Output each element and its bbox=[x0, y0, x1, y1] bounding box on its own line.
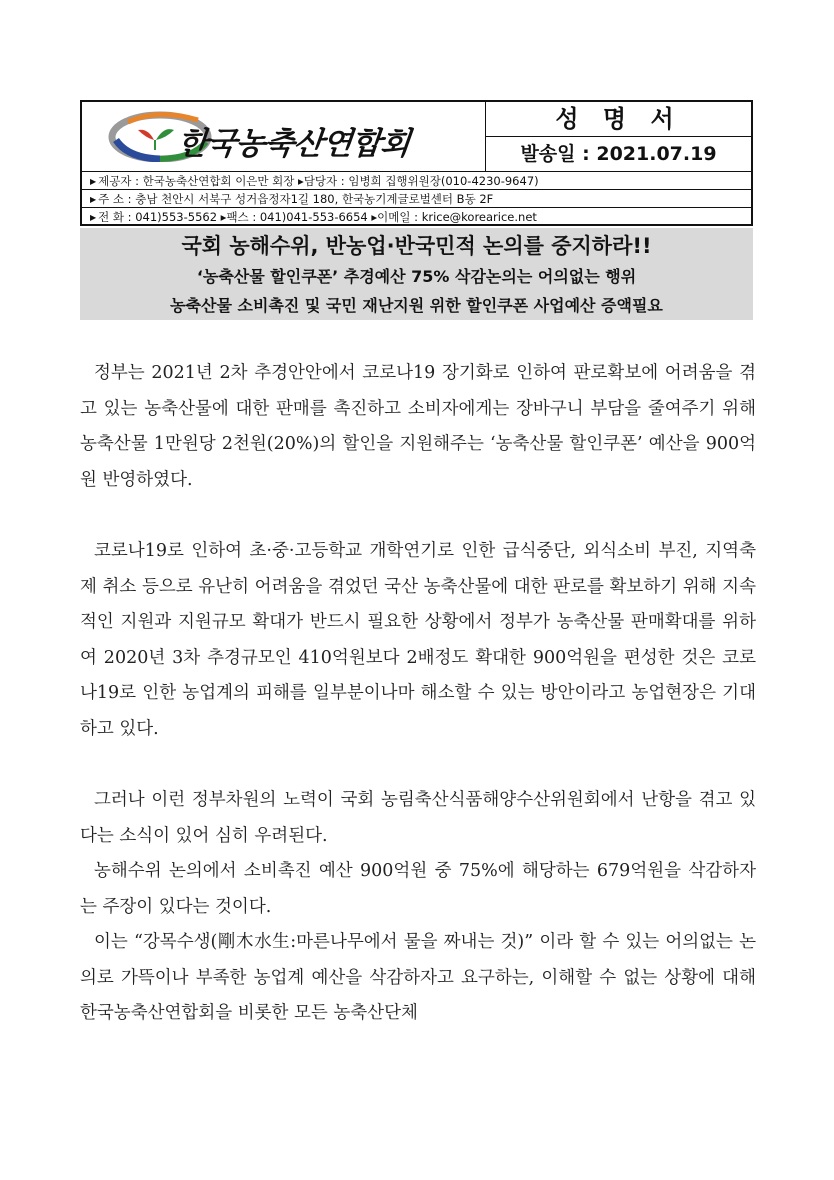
contact-address-row bbox=[82, 190, 751, 208]
letterhead-box bbox=[80, 100, 753, 226]
contact-info bbox=[82, 172, 751, 227]
paragraph-4: 농해수위 논의에서 소비촉진 예산 900억원 중 75%에 해당하는 679억원을 삭감하자는 주장이 있다는 것이다. bbox=[80, 861, 756, 917]
bullet-triangle-icon: ▶ bbox=[90, 195, 97, 204]
headline-box bbox=[80, 228, 753, 320]
contact-phone-text: 전 화 : 041)553-5562 ▸팩스 : 041)041-553-6654 ▸이메일 : krice@korearice.net bbox=[98, 210, 537, 224]
bullet-triangle-icon: ▶ bbox=[90, 213, 97, 222]
paragraph-2: 코로나19로 인하여 초·중·고등학교 개학연기로 인한 급식중단, 외식소비 부진, 지역축제 취소 등으로 유난히 어려움을 겪었던 국산 농축산물에 대한 판로를 확보하기 위해 지속적인 지원과 지원규모 확대가 반드시 필요한 상황에서 정부가 농축산물 판매확대를 위하여 2020년 3차 추경규모인 410억원보다 2배정도 확대한 900억원을 편성한 것은 코로나19로 인한 농업계의 피해를 일부분이나마 해소할 수 있는 방안이라고 농업현장은 기대하고 있다. bbox=[80, 541, 756, 739]
paragraph-1: 정부는 2021년 2차 추경안안에서 코로나19 장기화로 인하여 판로확보에 어려움을 겪고 있는 농축산물에 대한 판매를 촉진하고 소비자에게는 장바구니 부담을 줄여주기 위해 농축산물 1만원당 2천원(20%)의 할인을 지원해주는 ‘농축산물 할인쿠폰’ 예산을 900억원 반영하였다. bbox=[80, 363, 756, 490]
contact-provider-row bbox=[82, 172, 751, 190]
statement-body bbox=[80, 356, 756, 1032]
bullet-triangle-icon: ▶ bbox=[90, 177, 97, 186]
paragraph-spacer bbox=[80, 747, 756, 783]
send-date: 발송일 : 2021.07.19 bbox=[486, 137, 751, 172]
headline-subtitle-2: 농축산물 소비촉진 및 국민 재난지원 위한 할인쿠폰 사업예산 증액필요 bbox=[170, 296, 663, 315]
document-type-cell bbox=[486, 102, 751, 137]
headline-subtitle-1: ‘농축산물 할인쿠폰’ 추경예산 75% 삭감논의는 어의없는 행위 bbox=[196, 267, 637, 286]
contact-provider-text: 제공자 : 한국농축산연합회 이은만 회장 ▸담당자 : 임병희 집행위원장(010-4230-9647) bbox=[98, 174, 539, 188]
headline-title: 국회 농해수위, 반농업·반국민적 논의를 중지하라!! bbox=[181, 234, 652, 258]
paragraph-spacer bbox=[80, 498, 756, 534]
paragraph-5: 이는 “강목수생(剛木水生:마른나무에서 물을 짜내는 것)” 이라 할 수 있는 어의없는 논의로 가뜩이나 부족한 농업계 예산을 삭감하자고 요구하는, 이해할 수 없는 상황에 대해 한국농축산연합회을 비롯한 모든 농축산단체 bbox=[80, 932, 756, 1023]
contact-phone-row bbox=[82, 208, 751, 227]
document-title: 성 명 서 bbox=[555, 105, 682, 133]
paragraph-3: 그러나 이런 정부차원의 노력이 국회 농림축산식품해양수산위원회에서 난항을 겪고 있다는 소식이 있어 심히 우려된다. bbox=[80, 790, 756, 846]
logo-area bbox=[82, 102, 486, 172]
contact-address-text: 주 소 : 충남 천안시 서북구 성거읍정자1길 180, 한국농기계글로벌센터 B동 2F bbox=[98, 192, 494, 206]
organization-name: 한국농축산연합회 bbox=[175, 126, 412, 162]
